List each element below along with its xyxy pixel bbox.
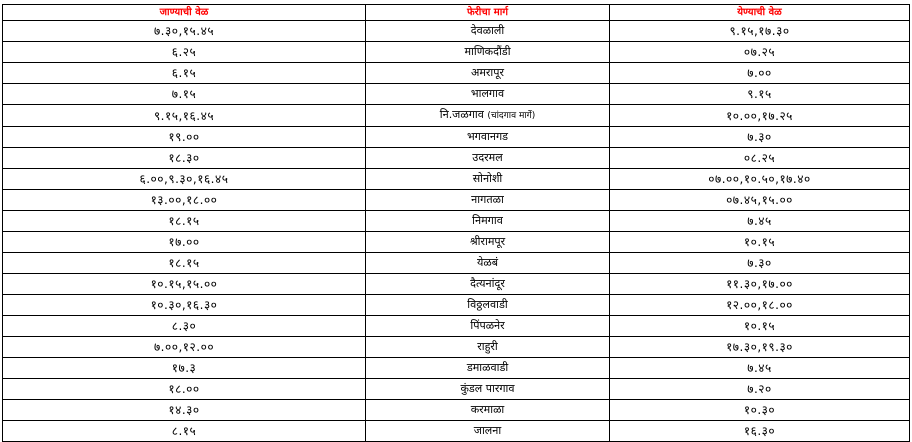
route-cell: येळबं [366,253,610,274]
route-cell: डमाळवाडी [366,358,610,379]
route-name: नि.जळगाव [439,108,484,121]
arrival-time-header: येण्याची वेळ [610,5,910,21]
arrival-cell: १०.००,१७.२५ [610,105,910,127]
route-cell: जालना [366,421,610,442]
table-row [3,105,910,127]
departure-cell: १३.००,१८.०० [3,190,366,211]
arrival-cell: ७.४५ [610,358,910,379]
route-cell: सोनोशी [366,169,610,190]
departure-cell: ७.१५ [3,84,366,105]
departure-cell: ६.१५ [3,63,366,84]
table-row [3,63,910,84]
table-row [3,190,910,211]
departure-cell: ९.१५,१६.४५ [3,105,366,127]
departure-cell: ६.००,९.३०,१६.४५ [3,169,366,190]
table-row [3,358,910,379]
departure-cell: ७.३०,१५.४५ [3,21,366,42]
departure-cell: ८.१५ [3,421,366,442]
departure-cell: १८.१५ [3,211,366,232]
route-cell: उदरमल [366,148,610,169]
table-row [3,400,910,421]
arrival-cell: १२.००,१८.०० [610,295,910,316]
bus-schedule-table [2,4,910,442]
arrival-cell: १०.१५ [610,232,910,253]
header-row [3,5,910,21]
arrival-cell: ०७.००,१०.५०,१७.४० [610,169,910,190]
route-cell: निमगाव [366,211,610,232]
departure-cell: ८.३० [3,316,366,337]
route-cell: पिंपळनेर [366,316,610,337]
arrival-cell: ७.०० [610,63,910,84]
route-cell: करमाळा [366,400,610,421]
route-cell: माणिकदौंडी [366,42,610,63]
arrival-cell: ७.२० [610,379,910,400]
table-row [3,211,910,232]
departure-cell: ७.००,१२.०० [3,337,366,358]
arrival-cell: १७.३०,१९.३० [610,337,910,358]
route-cell: भालगाव [366,84,610,105]
arrival-cell: १६.३० [610,421,910,442]
route-cell: विठ्ठलवाडी [366,295,610,316]
route-cell: देवळाली [366,21,610,42]
departure-cell: १०.१५,१५.०० [3,274,366,295]
table-row [3,232,910,253]
schedule-body [3,21,910,442]
departure-cell: १४.३० [3,400,366,421]
arrival-cell: ०७.४५,१५.०० [610,190,910,211]
route-cell: कुंडल पारगाव [366,379,610,400]
arrival-cell: ७.४५ [610,211,910,232]
table-row [3,21,910,42]
arrival-cell: ९.१५ [610,84,910,105]
departure-cell: १८.१५ [3,253,366,274]
table-row [3,127,910,148]
table-row [3,274,910,295]
table-row [3,316,910,337]
departure-cell: १८.३० [3,148,366,169]
departure-cell: ६.२५ [3,42,366,63]
arrival-cell: ९.१५,१७.३० [610,21,910,42]
arrival-cell: ७.३० [610,127,910,148]
route-cell [366,105,610,127]
arrival-cell: ११.३०,१७.०० [610,274,910,295]
departure-time-header: जाण्याची वेळ [3,5,366,21]
route-header: फेरीचा मार्ग [366,5,610,21]
table-row [3,295,910,316]
table-row [3,253,910,274]
table-row [3,379,910,400]
route-cell: श्रीरामपूर [366,232,610,253]
departure-cell: १८.०० [3,379,366,400]
departure-cell: १७.३ [3,358,366,379]
arrival-cell: १०.१५ [610,316,910,337]
arrival-cell: ७.३० [610,253,910,274]
arrival-cell: ०७.२५ [610,42,910,63]
table-row [3,421,910,442]
route-cell: दैत्यनांदूर [366,274,610,295]
table-row [3,337,910,358]
arrival-cell: १०.३० [610,400,910,421]
departure-cell: १९.०० [3,127,366,148]
departure-cell: १७.०० [3,232,366,253]
table-row [3,42,910,63]
route-cell: अमरापूर [366,63,610,84]
route-cell: भगवानगड [366,127,610,148]
table-row [3,169,910,190]
arrival-cell: ०८.२५ [610,148,910,169]
table-row [3,148,910,169]
departure-cell: १०.३०,१६.३० [3,295,366,316]
table-row [3,84,910,105]
route-cell: राहुरी [366,337,610,358]
bus-schedule-sheet [2,4,909,442]
route-cell: नागतळा [366,190,610,211]
route-note: (चांदगाव मार्गे) [487,111,536,121]
